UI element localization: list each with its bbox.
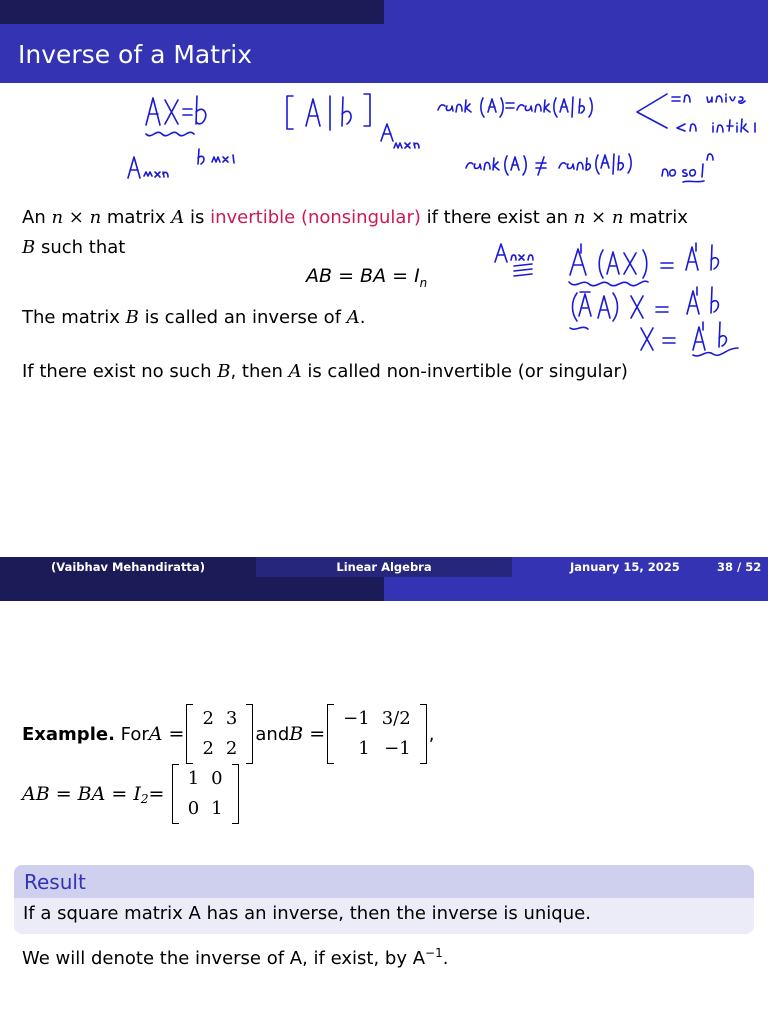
- footer-course-visible: Linear Algebra: [256, 557, 512, 577]
- identity-line: AB = BA = I $_2$ = 1 0 0 1: [22, 764, 241, 824]
- example-label: Example.: [22, 723, 115, 745]
- definition-line-2: B such that: [22, 237, 126, 258]
- example-line: Example. For A = 2 3 2 2 and B = −1 3/2 1 −1 ,: [22, 704, 434, 764]
- matrix-b: −1 3/2 1 −1: [325, 704, 429, 764]
- slide-2-top-bar: [0, 577, 768, 601]
- result-text: If a square matrix A has an inverse, then the inverse is unique.: [23, 903, 591, 924]
- denote-text: We will denote the inverse of A, if exist, by $A^{-1}$.: [22, 946, 449, 969]
- definition-line-1: An n × n matrix A is invertible (nonsingular) if there exist an n × n matrix: [22, 207, 688, 228]
- footer-date-visible: January 15, 2025: [570, 560, 680, 574]
- invertible-term: invertible (nonsingular): [210, 207, 421, 228]
- footer-author-visible: (Vaibhav Mehandiratta): [0, 557, 256, 577]
- equation-ab-ba: AB = BA = $I_n$: [306, 265, 428, 290]
- identity-matrix: 1 0 0 1: [170, 764, 241, 824]
- footer-bar-visible: [0, 557, 768, 577]
- called-inverse-text: The matrix B is called an inverse of A.: [22, 307, 366, 328]
- result-title: Result: [24, 870, 86, 894]
- footer-right-visible: [512, 557, 768, 577]
- slide-title: Inverse of a Matrix: [18, 40, 253, 69]
- footer-page-visible: 38 / 52: [717, 560, 762, 574]
- result-block-header: [14, 865, 754, 898]
- non-invertible-text: If there exist no such B, then A is called non-invertible (or singular): [22, 361, 628, 382]
- result-block-body: [14, 898, 754, 934]
- matrix-a: 2 3 2 2: [184, 704, 255, 764]
